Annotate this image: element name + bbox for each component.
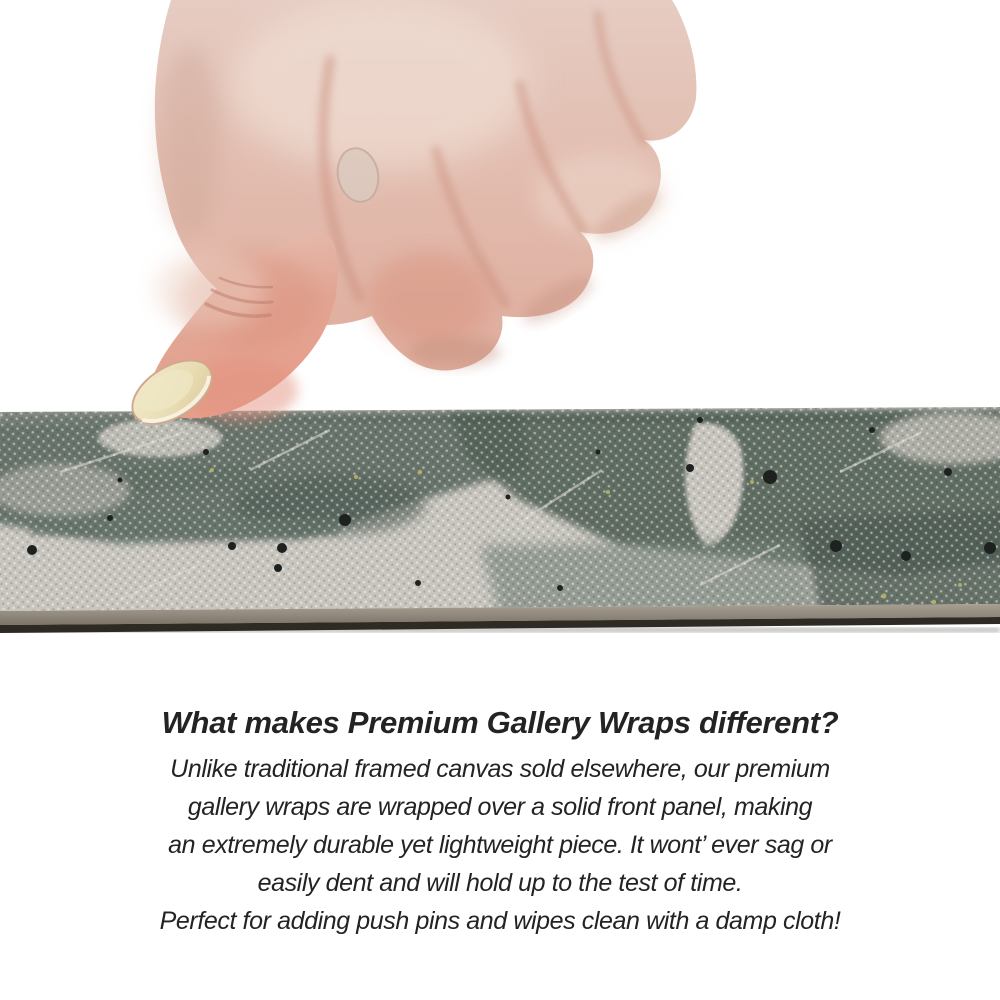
body-line: an extremely durable yet lightweight piece. It wont’ ever sag or bbox=[168, 831, 832, 859]
caption bbox=[0, 700, 1000, 940]
headline: What makes Premium Gallery Wraps different? bbox=[161, 705, 839, 740]
body-line: Perfect for adding push pins and wipes clean with a damp cloth! bbox=[159, 907, 841, 935]
body-line: easily dent and will hold up to the test of time. bbox=[257, 869, 743, 897]
canvas-texture bbox=[0, 400, 1000, 620]
body-line: gallery wraps are wrapped over a solid front panel, making bbox=[187, 793, 813, 821]
body-line: Unlike traditional framed canvas sold elsewhere, our premium bbox=[170, 755, 830, 783]
hand-photo bbox=[121, 0, 696, 437]
canvas-strip bbox=[0, 400, 1000, 633]
